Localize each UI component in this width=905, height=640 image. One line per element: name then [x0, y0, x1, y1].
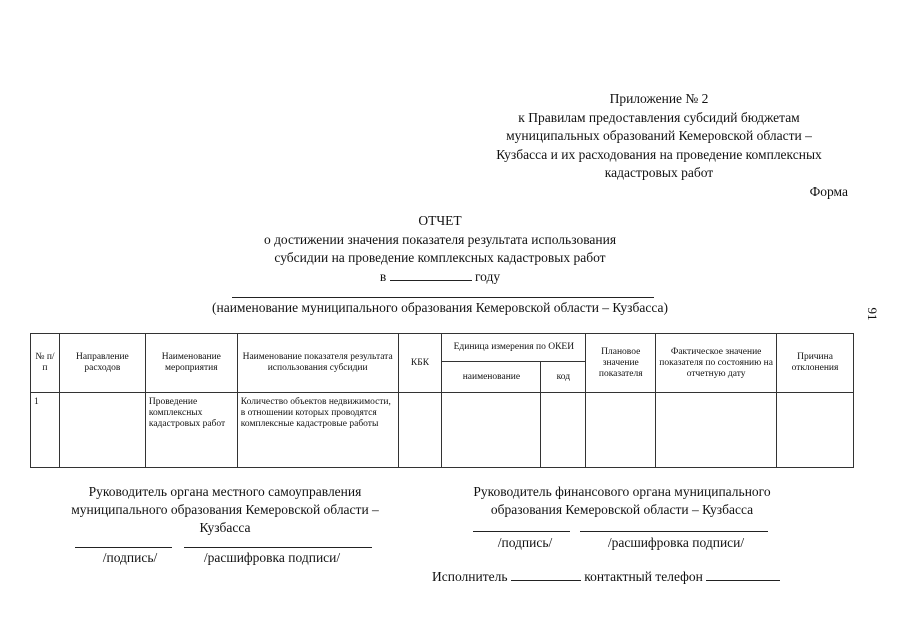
appendix-header [470, 90, 848, 201]
right-sig-line-1: Руководитель финансового органа муниципального [473, 484, 771, 499]
year-blank[interactable] [390, 268, 472, 281]
right-signature-title [436, 483, 808, 519]
report-title: ОТЧЕТ [418, 213, 462, 228]
header-okei-name: наименование [442, 362, 541, 393]
cell-actual[interactable] [656, 393, 777, 468]
appendix-line-2: муниципальных образований Кемеровской области – [506, 128, 812, 143]
cell-okei-code[interactable] [541, 393, 586, 468]
report-table [30, 333, 854, 468]
phone-label: контактный телефон [584, 569, 703, 584]
header-planned: Плановое значение показателя [586, 334, 656, 393]
page-number: 91 [865, 307, 880, 321]
cell-planned[interactable] [586, 393, 656, 468]
table-row [31, 393, 854, 468]
report-subtitle-2: субсидии на проведение комплексных кадастровых работ [274, 250, 606, 265]
appendix-line-1: к Правилам предоставления субсидий бюджетам [518, 109, 800, 125]
phone-blank[interactable] [706, 568, 780, 581]
right-signature-blank[interactable] [473, 531, 570, 532]
left-sig-line-2: муниципального образования Кемеровской области – [71, 502, 379, 517]
cell-kbk[interactable] [398, 393, 442, 468]
cell-event[interactable]: Проведение комплексных кадастровых работ [145, 393, 237, 468]
year-suffix: году [474, 268, 501, 284]
executor-line [432, 568, 852, 586]
right-decoding-label: /расшифровка подписи/ [607, 535, 745, 550]
left-signature-blank[interactable] [75, 547, 172, 548]
header-okei: Единица измерения по ОКЕИ [442, 334, 586, 362]
header-direction: Направление расходов [59, 334, 145, 393]
cell-direction[interactable] [59, 393, 145, 468]
header-num: № п/п [31, 334, 60, 393]
form-label: Форма [809, 183, 848, 199]
appendix-line-4: кадастровых работ [604, 165, 714, 180]
header-kbk: КБК [398, 334, 442, 393]
right-decoding-blank[interactable] [580, 531, 768, 532]
right-signature-label: /подпись/ [497, 535, 553, 550]
left-decoding-label: /расшифровка подписи/ [203, 550, 341, 565]
municipality-caption: (наименование муниципального образования Кемеровской области – Кузбасса) [212, 300, 668, 315]
cell-okei-name[interactable] [442, 393, 541, 468]
left-signature-label: /подпись/ [102, 550, 158, 565]
cell-indicator[interactable]: Количество объектов недвижимости, в отношении которых проводятся комплексные кадастровые работы [237, 393, 398, 468]
left-decoding-blank[interactable] [184, 547, 372, 548]
year-prefix: в [379, 268, 387, 284]
header-okei-code: код [541, 362, 586, 393]
left-sig-line-1: Руководитель органа местного самоуправления [88, 484, 362, 499]
cell-reason[interactable] [777, 393, 854, 468]
report-subtitle-1: о достижении значения показателя результата использования [263, 231, 617, 247]
municipality-blank-line[interactable] [232, 297, 654, 298]
report-year-line [180, 268, 700, 287]
right-sig-line-2: образования Кемеровской области – Кузбасса [490, 502, 754, 517]
left-sig-line-3: Кузбасса [199, 520, 251, 535]
header-indicator: Наименование показателя результата использования субсидии [237, 334, 398, 393]
left-signature-title [40, 483, 410, 537]
appendix-title: Приложение № 2 [609, 91, 709, 106]
header-actual: Фактическое значение показателя по состоянию на отчетную дату [656, 334, 777, 393]
appendix-line-3: Кузбасса и их расходования на проведение комплексных [496, 146, 822, 162]
report-title-block [180, 212, 700, 286]
cell-num[interactable]: 1 [31, 393, 60, 468]
header-reason: Причина отклонения [777, 334, 854, 393]
executor-label: Исполнитель [432, 569, 508, 584]
executor-blank[interactable] [511, 568, 581, 581]
header-event: Наименование мероприятия [145, 334, 237, 393]
